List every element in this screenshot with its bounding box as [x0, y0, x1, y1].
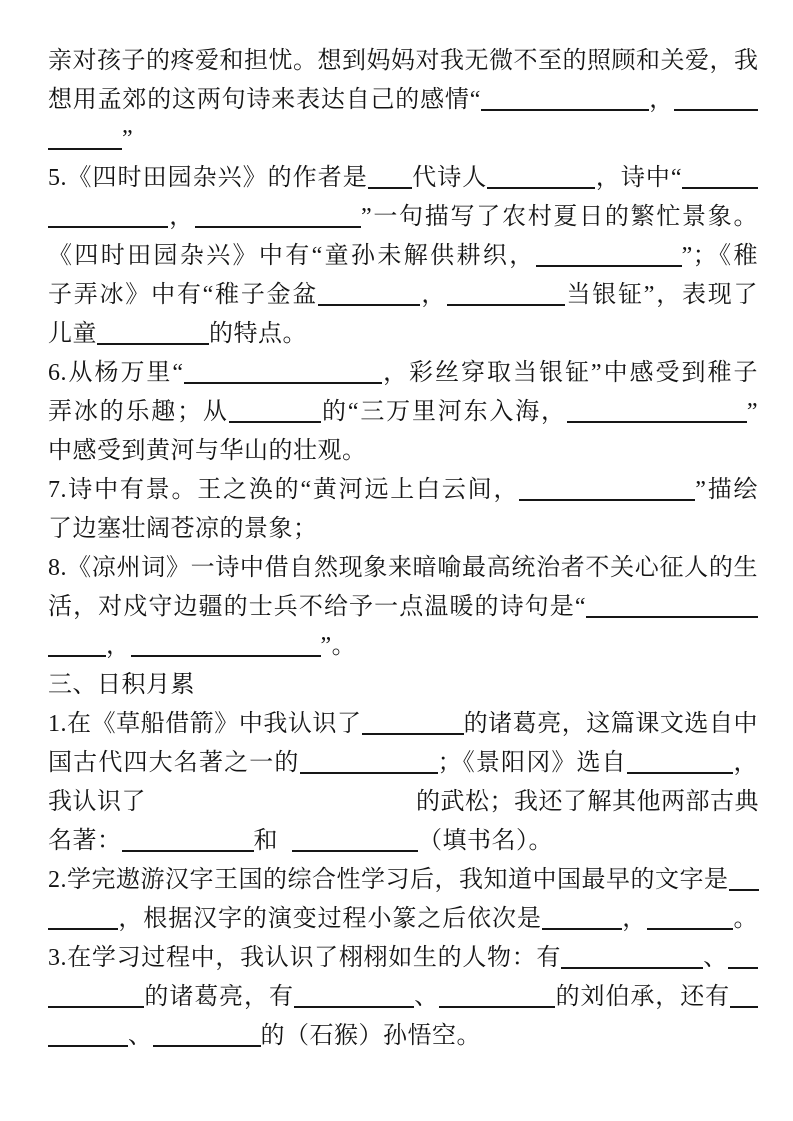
fill-in-blank	[647, 910, 733, 930]
fill-in-blank	[586, 598, 758, 618]
fill-in-blank	[536, 247, 682, 267]
fill-in-blank	[131, 637, 321, 657]
text-line	[48, 978, 758, 1017]
text-line	[48, 627, 758, 666]
fill-in-blank	[48, 910, 118, 930]
text-segment: 的（石猴）孙悟空。	[260, 1023, 481, 1049]
text-segment: 儿童	[48, 321, 97, 347]
fill-in-blank	[300, 754, 438, 774]
document-body	[48, 42, 758, 1056]
text-segment: ”一句描写了农村夏日的繁忙景象。	[360, 204, 758, 230]
text-line	[48, 354, 758, 393]
text-segment: ”	[746, 399, 759, 425]
fill-in-blank	[97, 325, 209, 345]
fill-in-blank	[682, 169, 758, 189]
text-segment: 的特点。	[209, 321, 307, 347]
text-segment: 活，对戍守边疆的士兵不给予一点温暖的诗句是“	[48, 594, 586, 620]
text-segment: 、	[703, 945, 729, 971]
text-segment: 当银钲”，表现了	[565, 282, 759, 308]
text-line	[48, 471, 758, 510]
text-line	[48, 900, 758, 939]
text-segment: ，根据汉字的演变过程小篆之后依次是	[118, 906, 542, 932]
fill-in-blank	[674, 91, 758, 111]
text-segment: 的武松；我还了解其他两部古典	[416, 789, 759, 815]
fill-in-blank	[481, 91, 649, 111]
text-segment: 的诸葛亮，有	[144, 984, 294, 1010]
fill-in-blank	[294, 988, 414, 1008]
fill-in-blank	[730, 988, 758, 1008]
text-segment: ，	[648, 87, 675, 113]
text-segment: 亲对孩子的疼爱和担忧。想到妈妈对我无微不至的照顾和关爱，我	[48, 48, 759, 74]
text-line	[48, 510, 758, 549]
text-segment: 5.《四时田园杂兴》的作者是	[48, 165, 368, 191]
text-segment: 2.学完遨游汉字王国的综合性学习后，我知道中国最早的文字是	[48, 867, 729, 893]
fill-in-blank	[627, 754, 733, 774]
text-line	[48, 549, 758, 588]
text-line	[48, 393, 758, 432]
text-segment: 3.在学习过程中，我认识了栩栩如生的人物：有	[48, 945, 562, 971]
fill-in-blank	[447, 286, 565, 306]
text-segment: ，	[420, 282, 448, 308]
text-segment: ”。	[320, 633, 357, 659]
text-line	[48, 1017, 758, 1056]
text-line	[48, 705, 758, 744]
text-segment: （填书名）。	[418, 828, 553, 854]
text-line	[48, 81, 758, 120]
fill-in-blank	[48, 130, 122, 150]
fill-in-blank	[362, 715, 464, 735]
text-line	[48, 237, 758, 276]
text-segment: 《四时田园杂兴》中有“童孙未解供耕织，	[48, 243, 536, 269]
text-line	[48, 822, 758, 861]
text-segment: ”	[122, 126, 134, 152]
text-line	[48, 276, 758, 315]
text-segment: ，	[106, 633, 131, 659]
text-segment: ，	[168, 204, 195, 230]
fill-in-blank	[728, 949, 758, 969]
fill-in-blank	[542, 910, 622, 930]
text-segment: 代诗人	[411, 165, 488, 191]
fill-in-blank	[439, 988, 555, 1008]
text-segment: 的“三万里河东入海，	[320, 399, 567, 425]
fill-in-blank	[519, 481, 695, 501]
text-segment: 1.在《草船借箭》中我认识了	[48, 711, 362, 737]
text-line	[48, 783, 758, 822]
text-segment: 、	[128, 1023, 153, 1049]
text-line	[48, 432, 758, 471]
text-line	[48, 315, 758, 354]
text-segment: 。	[733, 906, 759, 932]
text-segment: 子弄冰》中有“稚子金盆	[48, 282, 319, 308]
text-segment: 7.诗中有景。王之涣的“黄河远上白云间，	[48, 477, 520, 503]
fill-in-blank	[48, 208, 168, 228]
text-line	[48, 42, 758, 81]
fill-in-blank	[368, 169, 412, 189]
fill-in-blank	[184, 364, 382, 384]
blank-gap	[146, 805, 416, 809]
text-line	[48, 120, 758, 159]
text-line	[48, 939, 758, 978]
blank-gap	[278, 844, 292, 848]
text-segment: 弄冰的乐趣；从	[48, 399, 229, 425]
fill-in-blank	[318, 286, 420, 306]
fill-in-blank	[153, 1027, 261, 1047]
text-segment: ，	[621, 906, 648, 932]
text-line	[48, 198, 758, 237]
text-segment: 和	[253, 828, 278, 854]
text-segment: 、	[413, 984, 440, 1010]
fill-in-blank	[48, 637, 106, 657]
text-segment: 8.《凉州词》一诗中借自然现象来暗喻最高统治者不关心征人的生	[48, 555, 758, 581]
text-line	[48, 861, 758, 900]
text-segment: 6.从杨万里“	[48, 360, 184, 386]
fill-in-blank	[567, 403, 747, 423]
text-segment: ”描绘	[695, 477, 758, 503]
text-segment: 国古代四大名著之一的	[48, 750, 300, 776]
text-segment: ，诗中“	[595, 165, 683, 191]
text-segment: 我认识了	[48, 789, 146, 815]
text-segment: 的刘伯承，还有	[555, 984, 731, 1010]
text-segment: ；《景阳冈》选自	[437, 750, 627, 776]
fill-in-blank	[487, 169, 595, 189]
fill-in-blank	[195, 208, 361, 228]
text-line	[48, 588, 758, 627]
text-segment: ，	[732, 750, 759, 776]
text-segment: ，彩丝穿取当银钲”中感受到稚子	[381, 360, 758, 386]
text-segment: 三、日积月累	[48, 672, 195, 698]
text-line	[48, 159, 758, 198]
fill-in-blank	[561, 949, 703, 969]
fill-in-blank	[229, 403, 321, 423]
text-segment: 了边塞壮阔苍凉的景象；	[48, 516, 318, 542]
fill-in-blank	[48, 1027, 128, 1047]
fill-in-blank	[729, 871, 759, 891]
text-line	[48, 666, 758, 705]
text-segment: 的诸葛亮，这篇课文选自中	[463, 711, 759, 737]
text-segment: 中感受到黄河与华山的壮观。	[48, 438, 367, 464]
fill-in-blank	[48, 988, 144, 1008]
text-segment: 名著：	[48, 828, 122, 854]
text-segment: 想用孟郊的这两句诗来表达自己的感情“	[48, 87, 481, 113]
text-line	[48, 744, 758, 783]
fill-in-blank	[292, 832, 418, 852]
fill-in-blank	[122, 832, 254, 852]
text-segment: ”；《稚	[681, 243, 758, 269]
